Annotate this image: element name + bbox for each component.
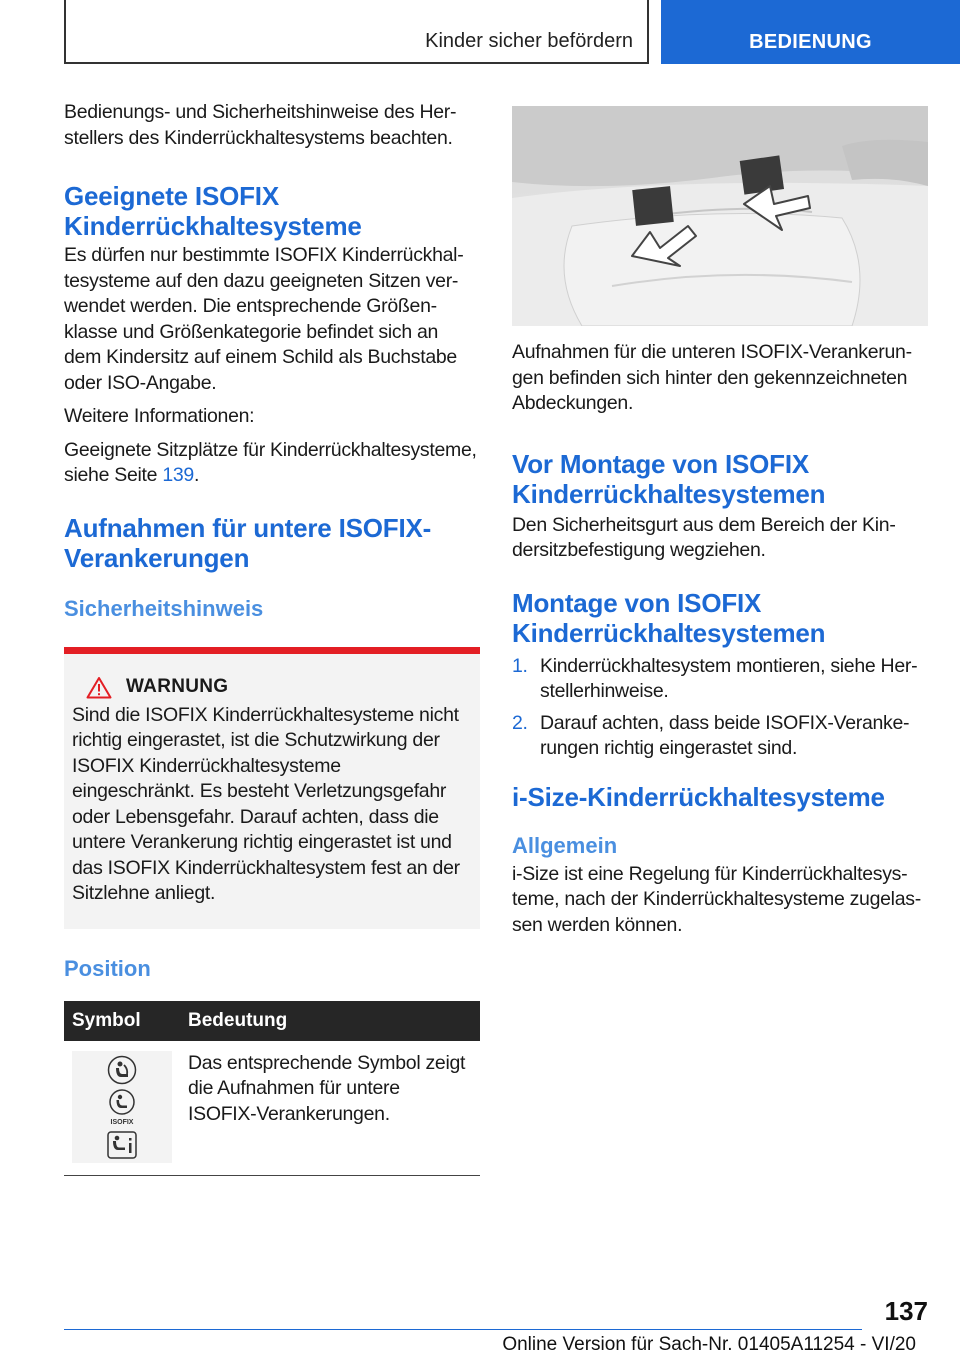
meaning-text: Das entsprechende Symbol zeigt die Aufnahmen für untere ISOFIX-Verankerungen. <box>188 1051 466 1125</box>
step-text: Kinderrückhaltesystem montieren, siehe Herstellerhinweise. <box>540 654 918 702</box>
chapter-title: Kinder sicher befördern <box>425 30 633 52</box>
right-column <box>512 106 928 938</box>
child-seat-info-icon <box>107 1131 137 1159</box>
suitable-paragraph: Es dürfen nur bestimmte ISOFIX Kinderrückhaltesysteme auf den dazu geeigneten Sitzen verwendet werden. Die entsprechende Größenklasse und Größenkategorie befindet sich an dem Kindersitz auf einem Schild als Buchstabe oder ISO-Angabe. <box>64 244 464 394</box>
see-reference-end: . <box>193 464 200 486</box>
step-text: Darauf achten, dass beide ISOFIX-Verankerungen richtig eingerastet sind. <box>540 711 910 759</box>
table-bottom-rule <box>64 1175 480 1176</box>
see-reference <box>64 438 480 489</box>
footer-rule <box>64 1329 862 1330</box>
before-mounting-paragraph: Den Sicherheitsgurt aus dem Bereich der Kindersitzbefestigung wegziehen. <box>512 513 896 561</box>
heading-suitable-isofix: Geeignete ISOFIX Kinderrückhaltesysteme <box>64 181 362 241</box>
symbol-table <box>64 1001 480 1175</box>
child-seat-icon <box>107 1055 137 1085</box>
table-header-meaning: Bedeutung <box>180 1001 480 1041</box>
header-frame <box>64 0 649 64</box>
list-item <box>512 654 928 705</box>
page-number: 137 <box>884 1296 928 1326</box>
warning-header <box>86 676 468 699</box>
warning-box <box>64 647 480 929</box>
table-row <box>64 1041 480 1175</box>
general-paragraph: i-Size ist eine Regelung für Kinderrückhaltesysteme, nach der Kinderrückhaltesysteme zugelassen werden können. <box>512 862 922 936</box>
mounting-steps <box>512 654 928 762</box>
see-reference-text: Geeignete Sitzplätze für Kinderrückhaltesysteme, siehe Seite <box>64 438 477 486</box>
heading-mounting: Montage von ISOFIX Kinderrückhaltesystemen <box>512 587 826 648</box>
isofix-mount-photo <box>512 106 928 326</box>
warning-triangle-icon <box>86 676 112 699</box>
left-column <box>64 100 480 1176</box>
heading-isize: i-Size-Kinderrückhaltesysteme <box>512 781 885 812</box>
warning-text: Sind die ISOFIX Kinderrückhaltesysteme nicht richtig eingerastet, ist die Schutzwirkung der ISOFIX Kinderrückhaltesysteme eingeschränkt. Es besteht Verletzungsgefahr oder Lebensgefahr. Darauf achten, dass die untere Verankerung richtig eingerastet ist und das ISOFIX Kinderrückhaltesystem fest an der Sitzlehne anliegt. <box>72 703 460 904</box>
photo-caption: Aufnahmen für die unteren ISOFIX-Verankerungen befinden sich hinter den gekennzeichneten Abdeckungen. <box>512 341 913 414</box>
meaning-cell <box>180 1041 480 1175</box>
more-info-label: Weitere Informationen: <box>64 405 255 427</box>
step-number: 2. <box>512 711 528 734</box>
symbol-box <box>72 1051 172 1163</box>
heading-general: Allgemein <box>512 832 618 858</box>
isofix-icon <box>107 1089 137 1127</box>
list-item <box>512 711 928 762</box>
isofix-caption: ISOFIX <box>110 1118 134 1126</box>
section-tab-label: BEDIENUNG <box>749 31 872 53</box>
symbol-cell <box>64 1041 180 1175</box>
section-tab[interactable] <box>661 0 960 64</box>
table-header-symbol: Symbol <box>64 1001 180 1041</box>
step-number: 1. <box>512 654 528 677</box>
heading-safety-note: Sicherheitshinweis <box>64 595 264 621</box>
heading-before-mounting: Vor Montage von ISOFIX Kinderrückhaltesystemen <box>512 448 826 509</box>
heading-position: Position <box>64 955 151 981</box>
table-header-row <box>64 1001 480 1041</box>
heading-lower-isofix-mounts: Aufnahmen für untere ISOFIX-Verankerungen <box>64 512 432 573</box>
page-link-139[interactable]: 139 <box>162 464 194 486</box>
warning-label: WARNUNG <box>126 676 229 697</box>
intro-paragraph: Bedienungs- und Sicherheitshinweise des Herstellers des Kinderrückhaltesystems beachten. <box>64 101 457 149</box>
online-version-text: Online Version für Sach-Nr. 01405A11254 - VI/20 <box>502 1334 916 1355</box>
